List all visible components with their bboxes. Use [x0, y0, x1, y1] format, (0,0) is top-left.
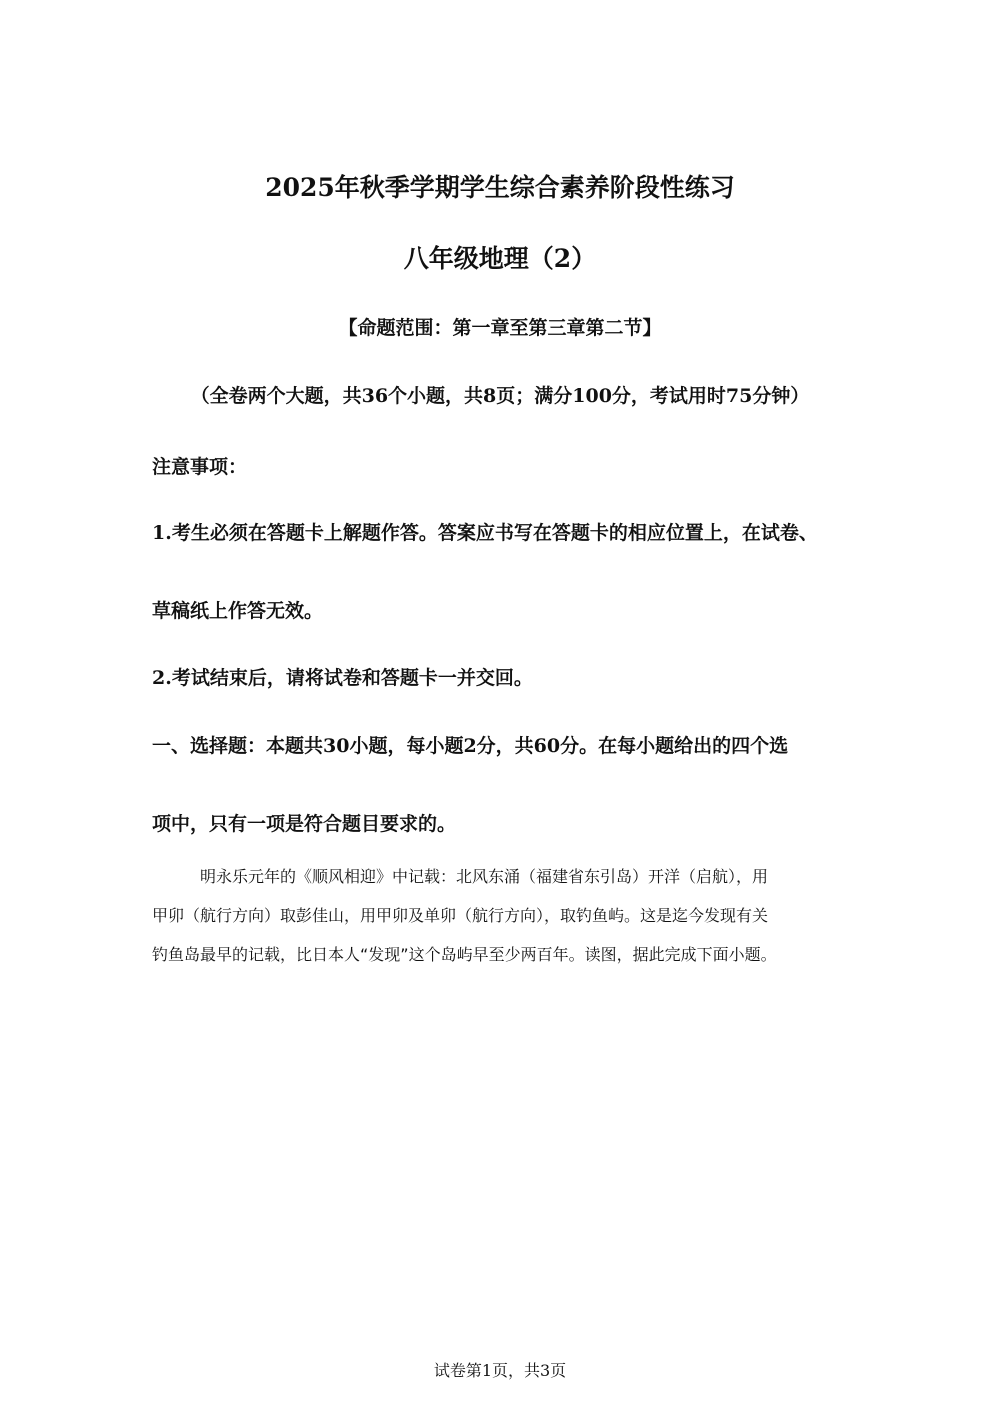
passage-line-1: 明永乐元年的《顺风相迎》中记载：北风东涌（福建省东引岛）开洋（启航），用 — [200, 867, 769, 886]
notice-item-1-line-2: 草稿纸上作答无效。 — [152, 600, 324, 622]
notice-heading: 注意事项： — [152, 456, 248, 478]
exam-scope: 【命题范围：第一章至第三章第二节】 — [338, 317, 662, 339]
passage-line-2: 甲卯（航行方向）取彭佳山，用甲卯及单卯（航行方向），取钓鱼屿。这是迄今发现有关 — [152, 906, 769, 925]
page-number: 试卷第1页，共3页 — [433, 1361, 567, 1380]
exam-subtitle: 八年级地理（2） — [403, 244, 597, 273]
section-1-heading-line-2: 项中，只有一项是符合题目要求的。 — [152, 813, 457, 835]
exam-title: 2025年秋季学期学生综合素养阶段性练习 — [265, 173, 735, 202]
notice-item-2: 2.考试结束后，请将试卷和答题卡一并交回。 — [152, 667, 533, 689]
passage-line-3: 钓鱼岛最早的记载，比日本人“发现”这个岛屿早至少两百年。读图，据此完成下面小题。 — [152, 945, 777, 964]
notice-item-1-line-1: 1.考生必须在答题卡上解题作答。答案应书写在答题卡的相应位置上，在试卷、 — [152, 522, 818, 544]
exam-meta: （全卷两个大题，共36个小题，共8页；满分100分，考试用时75分钟） — [190, 385, 810, 407]
section-1-heading-line-1: 一、选择题：本题共30小题，每小题2分，共60分。在每小题给出的四个选 — [152, 735, 789, 757]
